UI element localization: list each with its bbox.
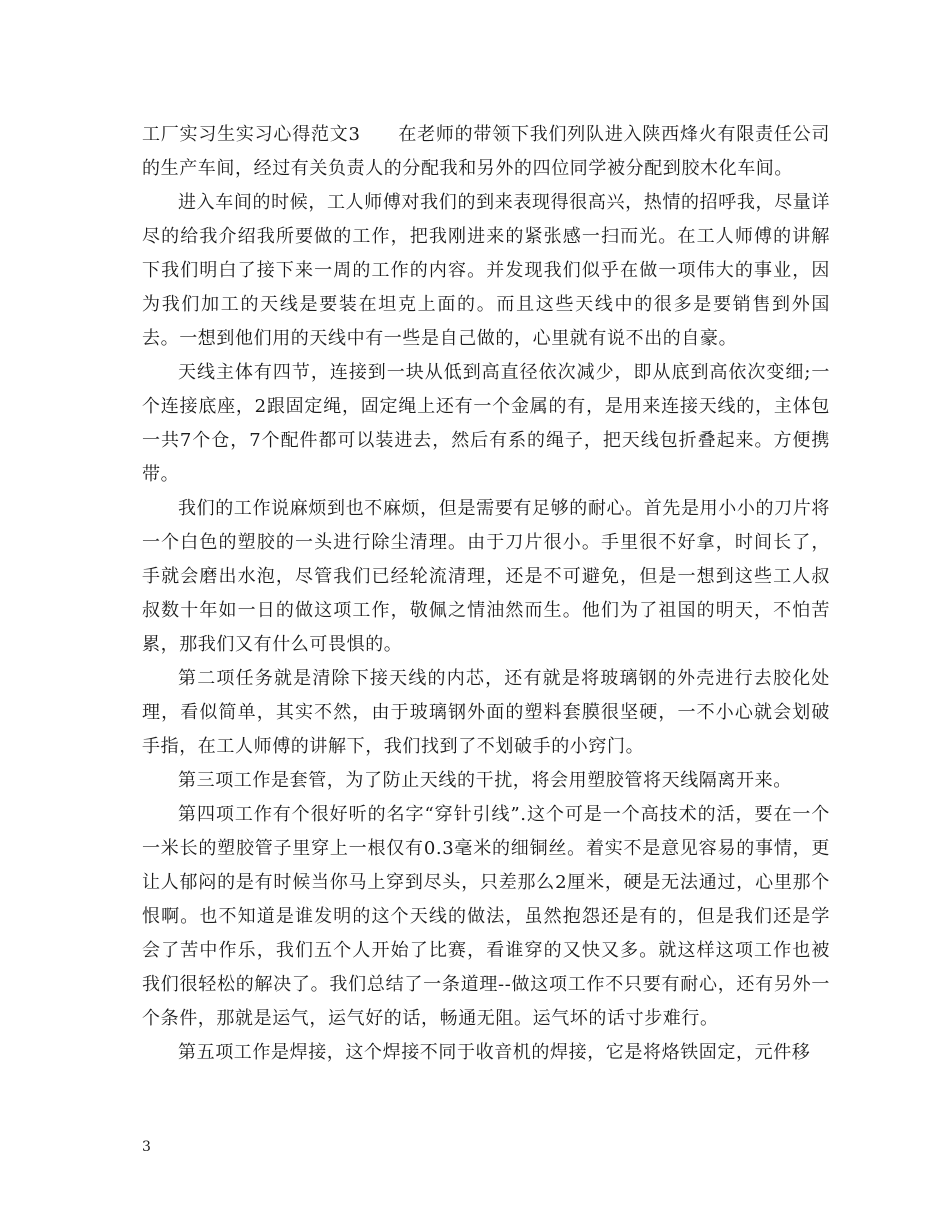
page-number: 3 bbox=[142, 1139, 151, 1155]
paragraph-2: 进入车间的时候，工人师傅对我们的到来表现得很高兴，热情的招呼我，尽量详尽的给我介绍我所要做的工作，把我刚进来的紧张感一扫而光。在工人师傅的讲解下我们明白了接下来一周的工作的内容。并发现我们似乎在做一项伟大的事业，因为我们加工的天线是要装在坦克上面的。而且这些天线中的很多是要销售到外国去。一想到他们用的天线中有一些是自己做的，心里就有说不出的自豪。 bbox=[142, 192, 830, 349]
paragraph-7: 第四项工作有个很好听的名字“穿针引线”.这个可是一个高技术的活，要在一个一米长的塑胶管子里穿上一根仅有0.3毫米的细铜丝。着实不是意见容易的事情，更让人郁闷的是有时候当你马上穿到尽头，只差那么2厘米，硬是无法通过，心里那个恨啊。也不知道是谁发明的这个天线的做法，虽然抱怨还是有的，但是我们还是学会了苦中作乐，我们五个人开始了比赛，看谁穿的又快又多。就这样这项工作也被我们很轻松的解决了。我们总结了一条道理--做这项工作不只要有耐心，还有另外一个条件，那就是运气，运气好的话，畅通无阻。运气坏的话寸步难行。 bbox=[142, 804, 830, 1029]
paragraph-4: 我们的工作说麻烦到也不麻烦，但是需要有足够的耐心。首先是用小小的刀片将一个白色的塑胶的一头进行除尘清理。由于刀片很小。手里很不好拿，时间长了，手就会磨出水泡，尽管我们已经轮流清理，还是不可避免，但是一想到这些工人叔叔数十年如一日的做这项工作，敬佩之情油然而生。他们为了祖国的明天，不怕苦累，那我们又有什么可畏惧的。 bbox=[142, 498, 830, 655]
paragraph-3: 天线主体有四节，连接到一块从低到高直径依次减少，即从底到高依次变细;一个连接底座，2跟固定绳，固定绳上还有一个金属的有，是用来连接天线的，主体包一共7个仓，7个配件都可以装进去，然后有系的绳子，把天线包折叠起来。方便携带。 bbox=[142, 362, 830, 485]
paragraph-5: 第二项任务就是清除下接天线的内芯，还有就是将玻璃钢的外壳进行去胶化处理，看似简单，其实不然，由于玻璃钢外面的塑料套膜很坚硬，一不小心就会划破手指，在工人师傅的讲解下，我们找到了不划破手的小窍门。 bbox=[142, 668, 830, 757]
paragraph-1: 工厂实习生实习心得范文3 在老师的带领下我们列队进入陕西烽火有限责任公司的生产车间，经过有关负责人的分配我和另外的四位同学被分配到胶木化车间。 bbox=[142, 124, 830, 179]
paragraph-6: 第三项工作是套管，为了防止天线的干扰，将会用塑胶管将天线隔离开来。 bbox=[178, 770, 792, 791]
document-body bbox=[142, 118, 830, 1070]
paragraph-8: 第五项工作是焊接，这个焊接不同于收音机的焊接，它是将烙铁固定，元件移 bbox=[178, 1042, 811, 1063]
